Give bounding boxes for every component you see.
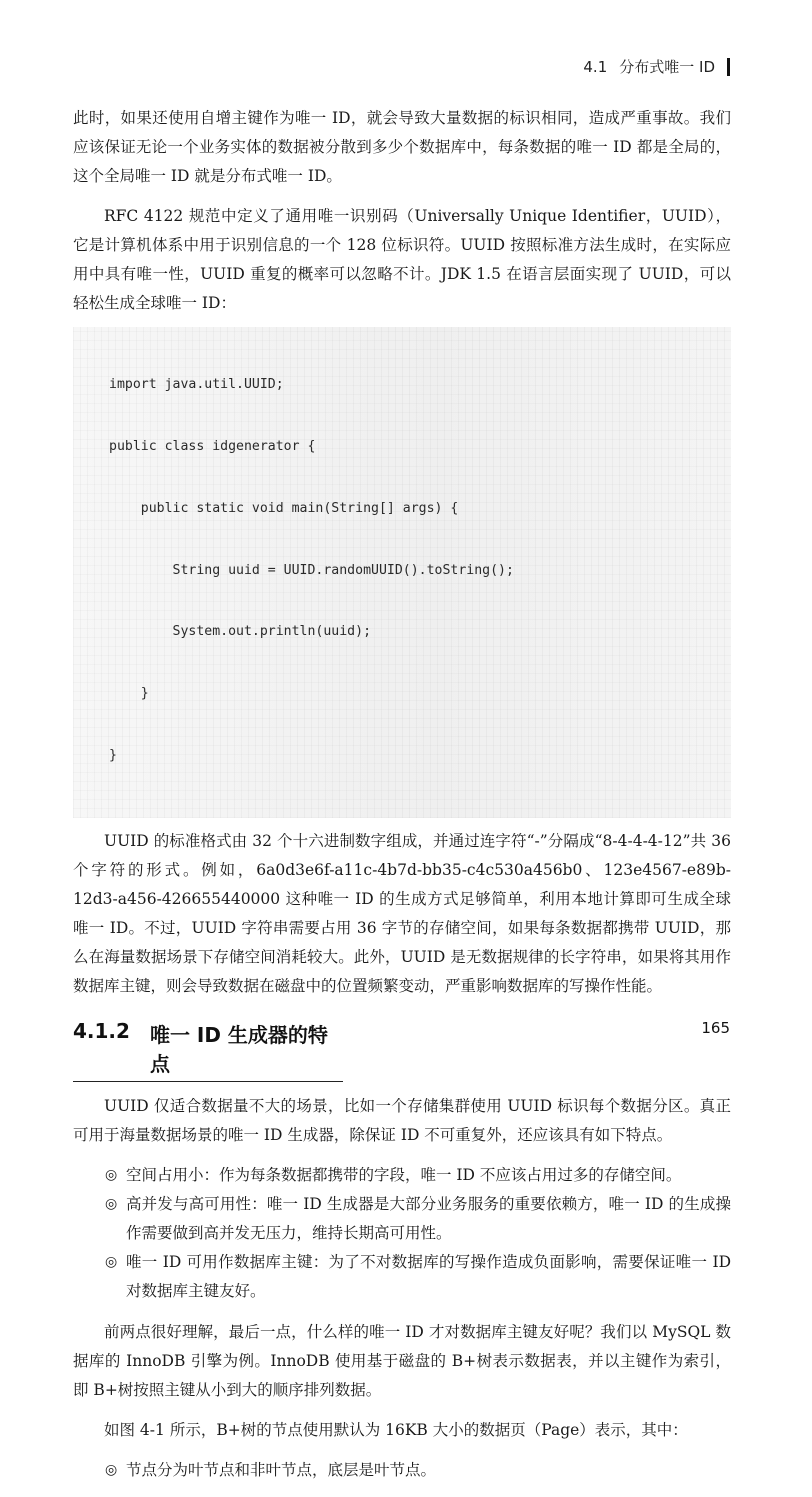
code-line: System.out.println(uuid);	[109, 624, 372, 640]
node-list	[73, 1456, 731, 1485]
paragraph-5: 前两点很好理解，最后一点，什么样的唯一 ID 才对数据库主键友好呢？我们以 MySQL 数据库的 InnoDB 引擎为例。InnoDB 使用基于磁盘的 B+树表示数据表，并以主键作为索引，即 B+树按照主键从小到大的顺序排列数据。	[73, 1322, 731, 1399]
bullet-marker-icon: ◎	[105, 1195, 118, 1212]
bullet-marker-icon: ◎	[105, 1166, 118, 1183]
page-content	[73, 104, 731, 1497]
header-section-title: 分布式唯一 ID	[619, 58, 715, 76]
bullet-marker-icon: ◎	[105, 1461, 118, 1478]
paragraph-2: RFC 4122 规范中定义了通用唯一识别码（Universally Unique Identifier，UUID），它是计算机体系中用于识别信息的一个 128 位标识符。UUID 按照标准方法生成时，在实际应用中具有唯一性，UUID 重复的概率可以忽略不计。JDK 1.5 在语言层面实现了 UUID，可以轻松生成全球唯一 ID：	[73, 207, 731, 312]
list-item	[73, 1190, 731, 1248]
code-line: }	[109, 747, 117, 763]
code-line: public static void main(String[] args) {	[109, 500, 459, 516]
header-section-number: 4.1	[583, 57, 608, 76]
header-divider-bar	[727, 58, 730, 76]
page-number: 165	[701, 1019, 730, 1037]
list-item-text: 高并发与高可用性：唯一 ID 生成器是大部分业务服务的重要依赖方，唯一 ID 的生成操作需要做到高并发无压力，维持长期高可用性。	[126, 1194, 731, 1242]
section-number: 4.1.2	[73, 1018, 130, 1043]
section-heading	[73, 1019, 343, 1082]
list-item-text: 节点分为叶节点和非叶节点，底层是叶节点。	[126, 1460, 437, 1479]
paragraph-3: UUID 的标准格式由 32 个十六进制数字组成，并通过连字符“-”分隔成“8-4-4-4-12”共 36 个字符的形式。例如，6a0d3e6f-a11c-4b7d-bb35-c4c530a456b0、123e4567-e89b-12d3-a456-426655440000 这种唯一 ID 的生成方式足够简单，利用本地计算即可生成全球唯一 ID。不过，UUID 字符串需要占用 36 字节的存储空间，如果每条数据都携带 UUID，那么在海量数据场景下存储空间消耗较大。此外，UUID 是无数据规律的长字符串，如果将其用作数据库主键，则会导致数据在磁盘中的位置频繁变动，严重影响数据库的写操作性能。	[73, 831, 731, 995]
list-item-text: 空间占用小：作为每条数据都携带的字段，唯一 ID 不应该占用过多的存储空间。	[126, 1165, 682, 1184]
bullet-marker-icon: ◎	[105, 1253, 118, 1270]
paragraph-4: UUID 仅适合数据量不大的场景，比如一个存储集群使用 UUID 标识每个数据分区。真正可用于海量数据场景的唯一 ID 生成器，除保证 ID 不可重复外，还应该具有如下特点。	[73, 1096, 731, 1144]
feature-list	[73, 1161, 731, 1306]
code-line: import java.util.UUID;	[109, 377, 284, 393]
code-line: String uuid = UUID.randomUUID().toString();	[109, 562, 514, 578]
code-line: public class idgenerator {	[109, 438, 316, 454]
list-item	[73, 1161, 731, 1190]
list-item-text: 唯一 ID 可用作数据库主键：为了不对数据库的写操作造成负面影响，需要保证唯一 ID 对数据库主键友好。	[126, 1252, 731, 1300]
paragraph-6: 如图 4-1 所示，B+树的节点使用默认为 16KB 大小的数据页（Page）表示，其中：	[104, 1420, 688, 1439]
code-line: }	[109, 686, 149, 702]
list-item	[73, 1456, 731, 1485]
list-item	[73, 1248, 731, 1306]
code-block	[73, 327, 731, 818]
section-title: 唯一 ID 生成器的特点	[149, 1022, 328, 1076]
paragraph-1: 此时，如果还使用自增主键作为唯一 ID，就会导致大量数据的标识相同，造成严重事故。我们应该保证无论一个业务实体的数据被分散到多少个数据库中，每条数据的唯一 ID 都是全局的，这个全局唯一 ID 就是分布式唯一 ID。	[73, 109, 731, 185]
running-header	[583, 56, 730, 77]
